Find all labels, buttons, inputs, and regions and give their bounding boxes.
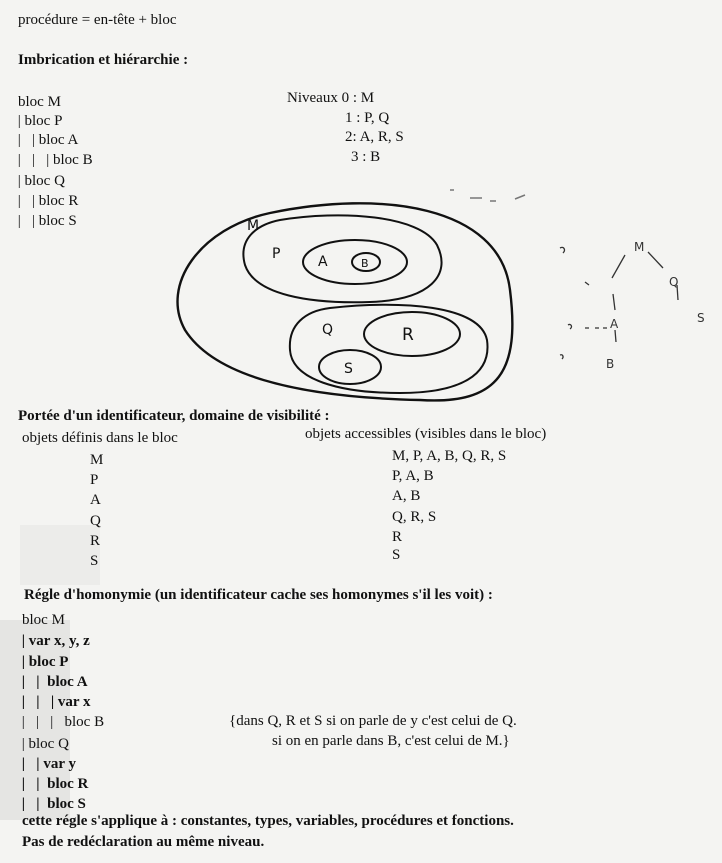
code-line: | bloc Q: [18, 736, 69, 752]
tree-line: bloc M: [18, 94, 61, 110]
tree-label-b: B: [606, 357, 615, 371]
tree-line: | | bloc S: [14, 213, 77, 229]
diagram-label-m: M: [247, 218, 260, 234]
tree-line: | bloc Q: [14, 173, 65, 189]
table-row-visible: A, B: [392, 488, 421, 504]
table-row-object: M: [90, 452, 104, 468]
diagram-label-q: Q: [322, 322, 334, 338]
hierarchy-sketch: [560, 247, 678, 359]
code-line: | | | var x: [18, 694, 91, 710]
table-row-visible: R: [392, 529, 403, 545]
tree-line: | | | bloc B: [14, 152, 93, 168]
col2-header: objets accessibles (visibles dans le bloc): [305, 426, 547, 442]
tree-label-m: M: [634, 240, 645, 254]
tree-line: | bloc P: [14, 113, 63, 129]
homonymie-footer-2: Pas de redéclaration au même niveau.: [22, 834, 265, 850]
table-row-object: S: [90, 553, 99, 569]
code-line: | | var y: [18, 756, 76, 772]
table-row-object: P: [90, 472, 99, 488]
tree-line: | | bloc R: [14, 193, 79, 209]
block-q-outline: [290, 305, 488, 393]
level-line: 1 : P, Q: [345, 110, 390, 126]
portee-heading: Portée d'un identificateur, domaine de visibilité :: [18, 408, 330, 424]
tree-label-s: S: [697, 311, 705, 325]
table-row-visible: P, A, B: [392, 468, 434, 484]
table-row-object: Q: [90, 513, 101, 529]
code-line: | var x, y, z: [18, 633, 90, 649]
code-line: | | | bloc B: [18, 714, 105, 730]
intro-line: procédure = en-tête + bloc: [18, 12, 177, 28]
diagram-label-b: B: [361, 257, 369, 270]
diagram-label-a: A: [318, 254, 328, 270]
imbrication-heading: Imbrication et hiérarchie :: [18, 52, 189, 68]
tree-label-q: Q: [669, 275, 679, 289]
code-line: bloc M: [22, 612, 65, 628]
homonymie-note-1: {dans Q, R et S si on parle de y c'est celui de Q.: [229, 713, 517, 729]
code-line: | | bloc S: [18, 796, 86, 812]
homonymie-note-2: si on en parle dans B, c'est celui de M.}: [272, 733, 510, 749]
homonymie-heading: Régle d'homonymie (un identificateur cache ses homonymes s'il les voit) :: [24, 587, 493, 603]
level-line: 2: A, R, S: [345, 129, 404, 145]
diagram-label-s: S: [344, 361, 353, 377]
table-row-object: A: [90, 492, 101, 508]
code-line: | bloc P: [18, 654, 69, 670]
table-row-visible: M, P, A, B, Q, R, S: [392, 448, 507, 464]
table-row-visible: S: [392, 547, 401, 563]
table-row-object: R: [90, 533, 101, 549]
col1-header: objets définis dans le bloc: [22, 430, 178, 446]
table-row-visible: Q, R, S: [392, 509, 437, 525]
code-line: | | bloc A: [18, 674, 88, 690]
tree-line: | | bloc A: [14, 132, 79, 148]
level-line: 3 : B: [351, 149, 381, 165]
diagram-label-p: P: [272, 246, 281, 262]
level-line: Niveaux 0 : M: [287, 90, 375, 106]
code-line: | | bloc R: [18, 776, 89, 792]
tree-label-a: A: [610, 317, 619, 331]
diagram-label-r: R: [402, 325, 414, 345]
homonymie-footer-1: cette régle s'applique à : constantes, types, variables, procédures et fonctions.: [22, 813, 514, 829]
